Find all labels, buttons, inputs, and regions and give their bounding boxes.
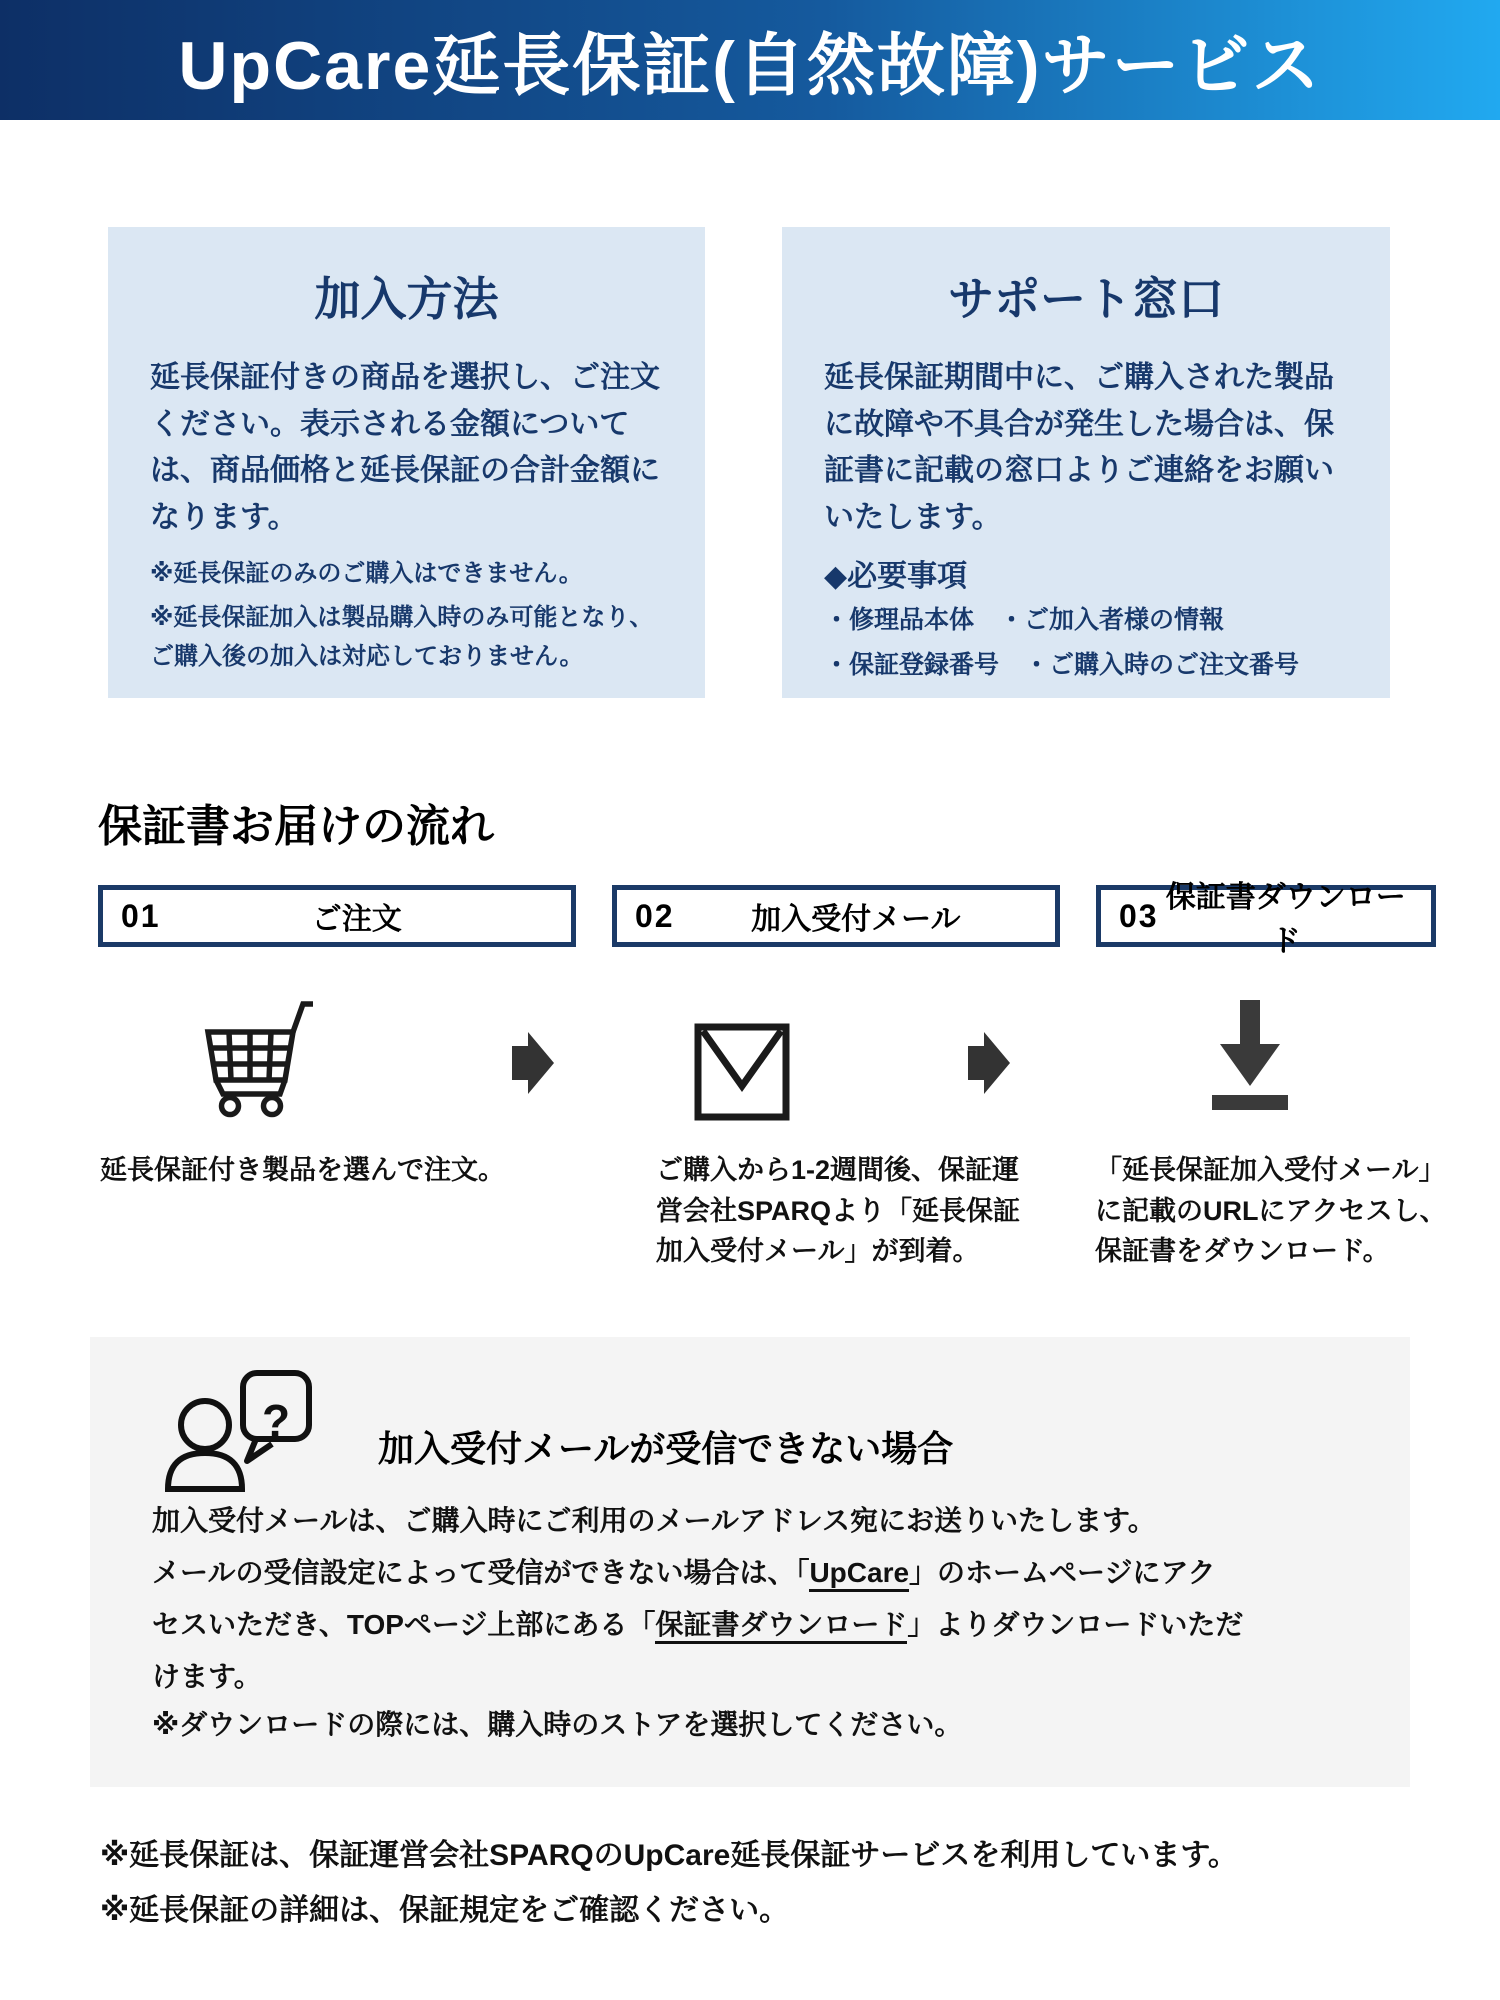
required-items-line-2: ・保証登録番号 ・ご購入時のご注文番号 <box>824 650 1300 679</box>
support-desk-body: 延長保証期間中に、ご購入された製品に故障や不具合が発生した場合は、保証書に記載の窓口よりご連絡をお願いいたします。 <box>824 361 1334 534</box>
step-description-order: 延長保証付き製品を選んで注文。 <box>100 1155 505 1185</box>
mail-trouble-box <box>90 1337 1410 1787</box>
step-label: ご注文 <box>311 903 402 936</box>
svg-text:?: ? <box>261 1395 291 1448</box>
body-line-2-before: メールの受信設定によって受信ができない場合は、「 <box>152 1557 810 1589</box>
mail-trouble-body <box>152 1495 1402 1703</box>
person-question-icon <box>148 1359 323 1509</box>
step-number: 02 <box>635 897 675 934</box>
step-label: 保証書ダウンロード <box>1165 881 1406 958</box>
arrow-right-icon <box>512 1032 554 1094</box>
required-items-heading: ◆必要事項 <box>824 560 968 593</box>
body-line-2-after: 」のホームページにアク <box>909 1557 1216 1589</box>
mail-trouble-note: ※ダウンロードの際には、購入時のストアを選択してください。 <box>152 1709 963 1740</box>
body-line-3-before: セスいただき、TOPページ上部にある「 <box>152 1609 656 1641</box>
join-method-box <box>108 227 705 698</box>
required-items-line-1: ・修理品本体 ・ご加入者様の情報 <box>824 606 1225 634</box>
header-banner <box>0 0 1500 120</box>
step-box-order <box>98 885 576 947</box>
support-desk-box <box>782 227 1390 698</box>
step-box-download <box>1096 881 1436 958</box>
cart-icon <box>190 998 315 1120</box>
upcare-link[interactable]: UpCare <box>809 1557 909 1592</box>
body-line-4: けます。 <box>152 1661 262 1693</box>
flow-steps-row <box>98 881 1436 958</box>
flow-section-title: 保証書お届けの流れ <box>98 802 494 851</box>
support-desk-title: サポート窓口 <box>948 273 1224 325</box>
download-icon <box>1198 1000 1302 1110</box>
step-description-mail: ご購入から1-2週間後、保証運営会社SPARQより「延長保証加入受付メール」が到着。 <box>656 1155 1021 1266</box>
warranty-download-link[interactable]: 保証書ダウンロード <box>655 1609 907 1644</box>
footer-note-1: ※延長保証は、保証運営会社SPARQのUpCare延長保証サービスを利用しています。 <box>100 1839 1238 1872</box>
footer-note-2: ※延長保証の詳細は、保証規定をご確認ください。 <box>100 1894 790 1927</box>
join-method-title: 加入方法 <box>314 273 499 325</box>
step-description-download: 「延長保証加入受付メール」に記載のURLにアクセスし、保証書をダウンロード。 <box>1095 1155 1447 1266</box>
mail-icon <box>693 1022 791 1122</box>
page-title: UpCare延長保証(自然故障)サービス <box>178 27 1322 104</box>
step-number: 03 <box>1119 897 1159 934</box>
join-method-note-1: ※延長保証のみのご購入はできません。 <box>150 560 583 587</box>
step-number: 01 <box>121 897 161 934</box>
join-method-body: 延長保証付きの商品を選択し、ご注文ください。表示される金額については、商品価格と延長保証の合計金額になります。 <box>150 361 660 534</box>
mail-trouble-heading: 加入受付メールが受信できない場合 <box>378 1428 954 1469</box>
body-line-1: 加入受付メールは、ご購入時にご利用のメールアドレス宛にお送りいたします。 <box>152 1505 1156 1536</box>
arrow-right-icon <box>968 1032 1010 1094</box>
body-line-3-after: 」よりダウンロードいただ <box>907 1609 1244 1641</box>
step-label: 加入受付メール <box>751 903 961 936</box>
join-method-note-2: ※延長保証加入は製品購入時のみ可能となり、ご購入後の加入は対応しておりません。 <box>150 604 654 670</box>
step-box-mail <box>612 885 1060 947</box>
